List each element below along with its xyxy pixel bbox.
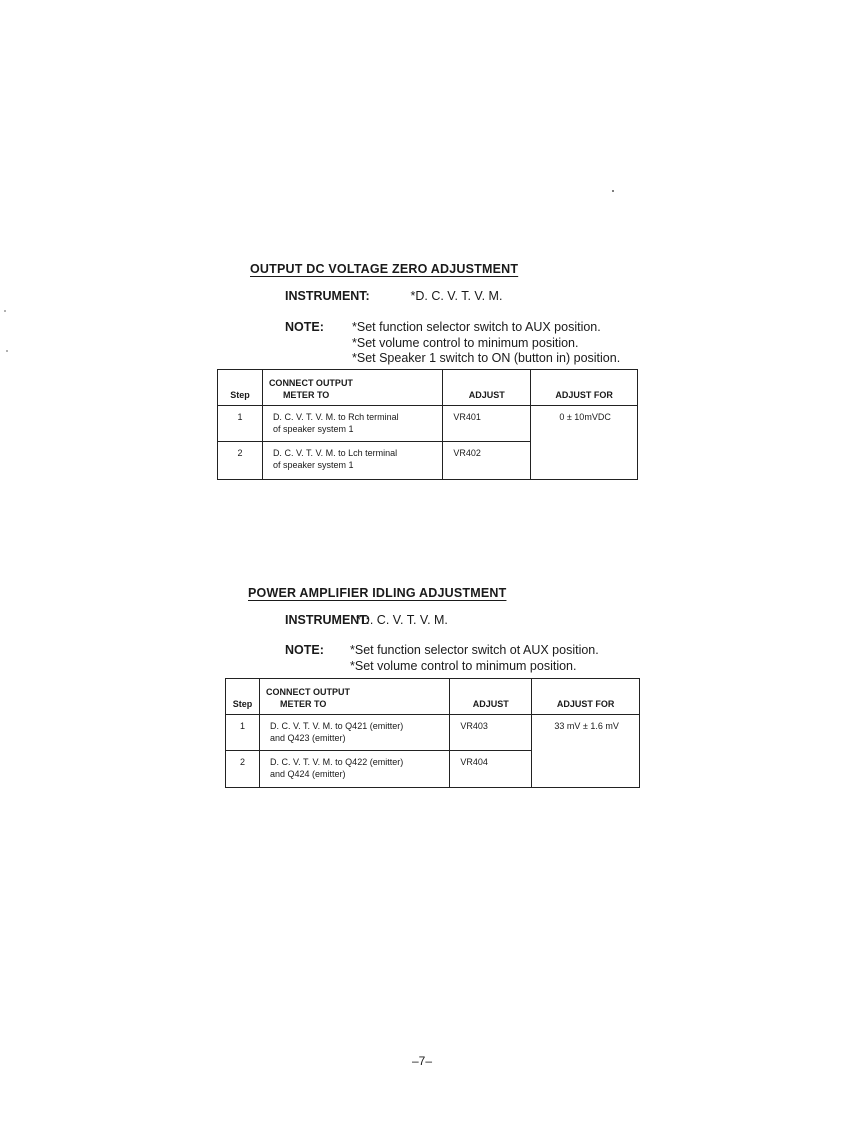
- cell-adjust: VR403: [450, 715, 532, 751]
- header-adjust: ADJUST: [450, 679, 532, 715]
- cell-step: 1: [226, 715, 260, 751]
- note-label: NOTE:: [285, 320, 324, 334]
- cell-connect: [259, 751, 449, 788]
- header-step: Step: [218, 370, 263, 406]
- cell-step: 1: [218, 406, 263, 442]
- cell-connect-line2: of speaker system 1: [272, 424, 354, 434]
- header-connect-line2: METER TO: [282, 390, 330, 400]
- cell-step: 2: [218, 442, 263, 480]
- note-line: *Set volume control to minimum position.: [350, 658, 577, 673]
- header-adjust-for: ADJUST FOR: [532, 679, 640, 715]
- cell-adjust: VR401: [443, 406, 531, 442]
- cell-connect-line2: and Q423 (emitter): [269, 733, 346, 743]
- header-adjust: ADJUST: [443, 370, 531, 406]
- cell-connect-line1: D. C. V. T. V. M. to Q422 (emitter): [269, 757, 404, 767]
- cell-connect: [262, 406, 442, 442]
- page-number: –7–: [412, 1054, 433, 1068]
- cell-adjust: VR402: [443, 442, 531, 480]
- scan-speck: [4, 310, 6, 312]
- note-list: [352, 320, 620, 367]
- instrument-row: [285, 289, 502, 303]
- table-row: [226, 715, 640, 751]
- cell-adjust-for: 0 ± 10mVDC: [531, 406, 638, 480]
- adjustment-table: [225, 678, 640, 788]
- header-connect-line1: CONNECT OUTPUT: [268, 378, 353, 388]
- instrument-value: *D. C. V. T. V. M.: [355, 613, 448, 627]
- cell-connect-line2: and Q424 (emitter): [269, 769, 346, 779]
- section-title: OUTPUT DC VOLTAGE ZERO ADJUSTMENT: [250, 262, 519, 276]
- cell-connect: [262, 442, 442, 480]
- instrument-label: INSTRUMENT:: [285, 613, 370, 627]
- instrument-row: [285, 613, 448, 627]
- note-line: *Set Speaker 1 switch to ON (button in) position.: [352, 351, 621, 365]
- scan-speck: [6, 350, 8, 352]
- cell-connect-line1: D. C. V. T. V. M. to Rch terminal: [272, 412, 399, 422]
- scan-speck: [612, 190, 614, 192]
- cell-connect-line1: D. C. V. T. V. M. to Q421 (emitter): [269, 721, 404, 731]
- cell-adjust-for: 33 mV ± 1.6 mV: [532, 715, 640, 788]
- table-header-row: [218, 370, 638, 406]
- cell-connect-line1: D. C. V. T. V. M. to Lch terminal: [272, 448, 398, 458]
- header-step: Step: [226, 679, 260, 715]
- instrument-value: *D. C. V. T. V. M.: [410, 289, 503, 303]
- table-row: [218, 406, 638, 442]
- header-adjust-for: ADJUST FOR: [531, 370, 638, 406]
- note-line: *Set function selector switch to AUX position.: [352, 320, 601, 334]
- cell-connect: [259, 715, 449, 751]
- section-title: POWER AMPLIFIER IDLING ADJUSTMENT: [248, 586, 507, 600]
- cell-step: 2: [226, 751, 260, 788]
- header-connect-output: [259, 679, 449, 715]
- header-connect-line2: METER TO: [279, 699, 327, 709]
- note-label: NOTE:: [285, 643, 324, 657]
- note-line: *Set function selector switch ot AUX position.: [350, 643, 599, 657]
- cell-adjust: VR404: [450, 751, 532, 788]
- instrument-label: INSTRUMENT:: [285, 289, 370, 303]
- cell-connect-line2: of speaker system 1: [272, 460, 354, 470]
- header-connect-line1: CONNECT OUTPUT: [265, 687, 350, 697]
- note-line: *Set volume control to minimum position.: [352, 335, 579, 350]
- adjustment-table: [217, 369, 638, 480]
- table-header-row: [226, 679, 640, 715]
- header-connect-output: [262, 370, 442, 406]
- note-list: [350, 643, 599, 674]
